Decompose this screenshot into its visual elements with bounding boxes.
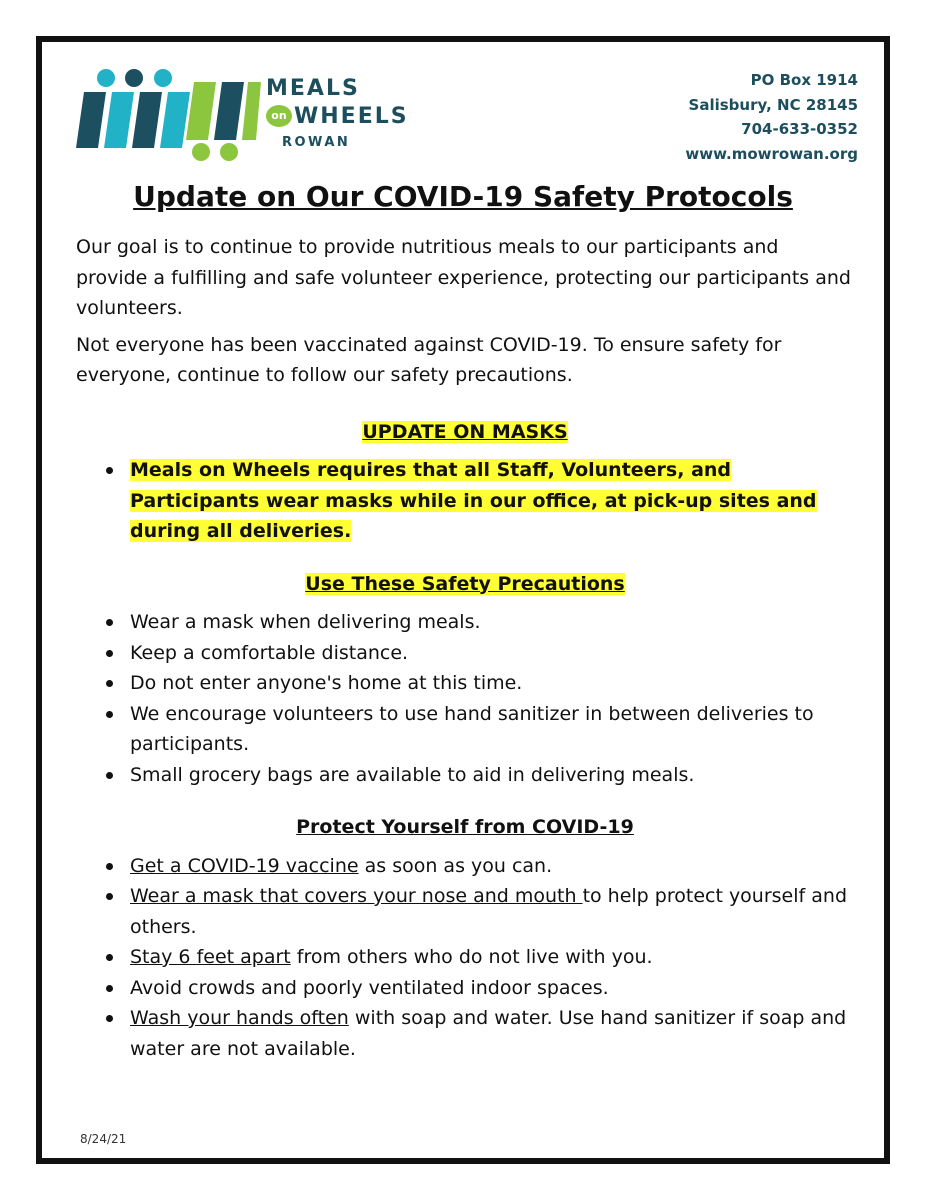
wash-hands-link[interactable]: Wash your hands often [130,1007,349,1029]
website-link[interactable]: www.mowrowan.org [685,144,858,163]
logo-on-badge: on [266,105,292,127]
vaccine-link[interactable]: Get a COVID-19 vaccine [130,854,359,877]
page-title: Update on Our COVID-19 Safety Protocols [133,180,793,213]
masks-requirement-text: Meals on Wheels requires that all Staff, Volunteers, and Participants wear masks while in our office, at pick-up sites and during all deliveries. [130,459,817,542]
list-item-text: Avoid crowds and poorly ventilated indoor spaces. [130,976,609,999]
precautions-heading-text: Use These Safety Precautions [305,572,625,595]
masks-heading [76,417,854,448]
list-item [76,881,854,942]
list-item-text: to help protect yourself and others. [130,885,848,938]
distance-link[interactable]: Stay 6 feet apart [130,946,291,968]
logo-wheels-text: WHEELS [294,104,409,129]
page-frame [36,36,890,1164]
list-item [76,1003,854,1064]
protect-heading: Protect Yourself from COVID-19 [296,816,634,838]
logo-mark-icon [76,68,261,163]
list-item: We encourage volunteers to use hand sanitizer in between deliveries to participants. [76,699,854,760]
list-item-text: with soap and water. Use hand sanitizer if soap and water are not available. [130,1007,847,1060]
po-box: PO Box 1914 [750,71,858,89]
meals-on-wheels-logo [76,68,428,163]
logo-wheels-row [266,102,409,132]
intro-paragraph: Our goal is to continue to provide nutritious meals to our participants and provide a fulfilling and safe volunteer experience, protecting our participants and volunteers. [76,236,851,319]
logo-meals-text: MEALS [266,76,360,101]
list-item [76,973,854,1004]
list-item [76,455,854,547]
precautions-heading [76,569,854,600]
list-item [76,851,854,882]
list-item: Keep a comfortable distance. [76,638,854,669]
intro-paragraph: Not everyone has been vaccinated against COVID-19. To ensure safety for everyone, continue to follow our safety precautions. [76,333,782,386]
list-item-text: from others who do not live with you. [290,946,653,968]
logo-rowan-text: ROWAN [282,135,351,150]
city-state-zip: Salisbury, NC 28145 [688,95,858,114]
mask-link[interactable]: Wear a mask that covers your nose and mouth [130,885,583,907]
masks-heading-text: UPDATE ON MASKS [362,420,568,443]
list-item [76,942,854,973]
list-item: Small grocery bags are available to aid in delivering meals. [76,760,854,791]
address-block [685,68,858,166]
masks-list [76,455,854,547]
protect-list [76,851,854,1065]
logo-wordmark [266,76,409,152]
list-item: Wear a mask when delivering meals. [76,607,854,638]
list-item: Do not enter anyone's home at this time. [76,668,854,699]
precautions-list [76,607,854,790]
phone-number: 704-633-0352 [741,120,858,138]
main-content [76,232,854,1064]
list-item-text: as soon as you can. [358,854,553,877]
document-date: 8/24/21 [80,1132,127,1146]
